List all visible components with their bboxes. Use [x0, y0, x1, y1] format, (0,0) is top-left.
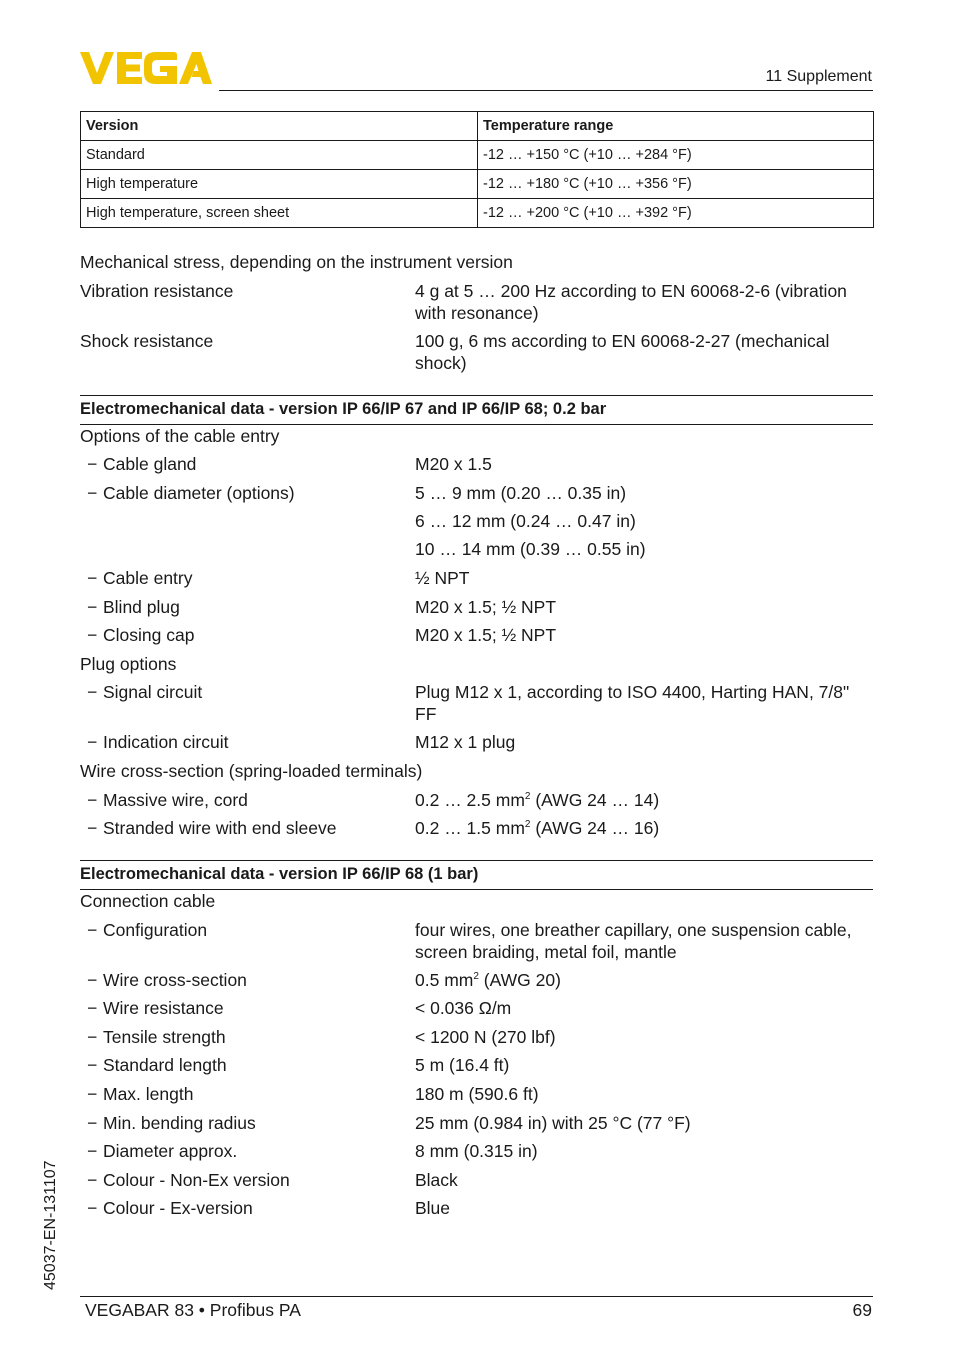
dash-bullet: − [87, 568, 98, 588]
spec-value: 4 g at 5 … 200 Hz according to EN 60068-2-6 (vibration with resonance) [415, 281, 847, 323]
spec-value: 25 mm (0.984 in) with 25 °C (77 °F) [415, 1113, 691, 1133]
spec-value: 10 … 14 mm (0.39 … 0.55 in) [415, 539, 646, 559]
spec-label: − Min. bending radius [87, 1113, 256, 1133]
table-row [81, 141, 874, 170]
spec-value: 0.2 … 2.5 $mm^2$ (AWG 24 … 14) [415, 790, 660, 810]
spec-label: Vibration resistance [80, 281, 234, 301]
dash-bullet: − [87, 790, 98, 810]
spec-value: 8 mm (0.315 in) [415, 1141, 538, 1161]
dash-bullet: − [87, 682, 98, 702]
group-heading: Options of the cable entry [80, 426, 280, 446]
spec-label: − Cable gland [87, 454, 197, 474]
table-cell: Standard [81, 141, 478, 170]
dash-bullet: − [87, 732, 98, 752]
table-cell: High temperature, screen sheet [81, 199, 478, 228]
spec-label: − Cable diameter (options) [87, 483, 295, 503]
temperature-table [80, 111, 874, 228]
section-title: Electromechanical data - version IP 66/IP 68 (1 bar) [80, 865, 479, 883]
spec-value: M20 x 1.5; ½ NPT [415, 597, 557, 617]
spec-label: − Signal circuit [87, 682, 203, 702]
dash-bullet: − [87, 1055, 98, 1075]
document-id: 45037-EN-131107 [42, 1160, 59, 1290]
spec-value: Plug M12 x 1, according to ISO 4400, Harting HAN, 7/8" FF [415, 682, 850, 724]
table-cell: -12 … +150 °C (+10 … +284 °F) [478, 141, 874, 170]
spec-label: − Indication circuit [87, 732, 229, 752]
spec-label: − Colour - Ex-version [87, 1198, 253, 1218]
spec-value: < 0.036 Ω/m [415, 998, 512, 1018]
table-row [81, 170, 874, 199]
spec-value: Blue [415, 1198, 451, 1218]
column-header: Version [81, 112, 478, 141]
spec-label: − Cable entry [87, 568, 193, 588]
mechanical-stress-heading: Mechanical stress, depending on the instrument version [80, 252, 513, 272]
product-name: VEGABAR 83 • Profibus PA [85, 1300, 301, 1320]
spec-label: − Max. length [87, 1084, 194, 1104]
section-label: 11 Supplement [765, 68, 872, 85]
dash-bullet: − [87, 1170, 98, 1190]
table-cell: High temperature [81, 170, 478, 199]
spec-label: − Configuration [87, 920, 208, 940]
spec-value: M12 x 1 plug [415, 732, 516, 752]
dash-bullet: − [87, 597, 98, 617]
spec-label: − Massive wire, cord [87, 790, 248, 810]
footer-rule [80, 1296, 873, 1297]
table-cell: -12 … +200 °C (+10 … +392 °F) [478, 199, 874, 228]
spec-value: M20 x 1.5 [415, 454, 492, 474]
dash-bullet: − [87, 1084, 98, 1104]
dash-bullet: − [87, 483, 98, 503]
vega-logo [80, 52, 212, 84]
column-header: Temperature range [478, 112, 874, 141]
section-title: Electromechanical data - version IP 66/IP 67 and IP 66/IP 68; 0.2 bar [80, 400, 607, 418]
spec-label: − Wire cross-section [87, 970, 247, 990]
page-number: 69 [852, 1300, 872, 1320]
table-header-row [81, 112, 874, 141]
section-heading [80, 860, 873, 890]
dash-bullet: − [87, 1141, 98, 1161]
spec-value: < 1200 N (270 lbf) [415, 1027, 556, 1047]
spec-value: 0.2 … 1.5 $mm^2$ (AWG 24 … 16) [415, 818, 660, 838]
spec-value: 100 g, 6 ms according to EN 60068-2-27 (mechanical shock) [415, 331, 830, 373]
header-rule [219, 90, 873, 91]
spec-label: − Diameter approx. [87, 1141, 238, 1161]
spec-value: Black [415, 1170, 458, 1190]
group-heading: Wire cross-section (spring-loaded terminals) [80, 761, 423, 781]
spec-label: − Wire resistance [87, 998, 224, 1018]
spec-value: M20 x 1.5; ½ NPT [415, 625, 557, 645]
spec-value: 0.5 $mm^2$ (AWG 20) [415, 970, 561, 990]
spec-label: − Stranded wire with end sleeve [87, 818, 337, 838]
section-heading [80, 395, 873, 425]
spec-value: 6 … 12 mm (0.24 … 0.47 in) [415, 511, 636, 531]
spec-label: − Colour - Non-Ex version [87, 1170, 290, 1190]
dash-bullet: − [87, 920, 98, 940]
spec-value: 180 m (590.6 ft) [415, 1084, 539, 1104]
group-heading: Plug options [80, 654, 177, 674]
group-heading: Connection cable [80, 891, 216, 911]
dash-bullet: − [87, 998, 98, 1018]
table-row [81, 199, 874, 228]
spec-value: four wires, one breather capillary, one suspension cable, screen braiding, metal foil, mantle [415, 920, 852, 962]
spec-label: − Closing cap [87, 625, 195, 645]
dash-bullet: − [87, 1198, 98, 1218]
table-cell: -12 … +180 °C (+10 … +356 °F) [478, 170, 874, 199]
dash-bullet: − [87, 1027, 98, 1047]
spec-value: 5 … 9 mm (0.20 … 0.35 in) [415, 483, 627, 503]
spec-value: 5 m (16.4 ft) [415, 1055, 510, 1075]
dash-bullet: − [87, 454, 98, 474]
spec-label: − Standard length [87, 1055, 227, 1075]
dash-bullet: − [87, 1113, 98, 1133]
spec-label: Shock resistance [80, 331, 214, 351]
dash-bullet: − [87, 970, 98, 990]
spec-value: ½ NPT [415, 568, 470, 588]
dash-bullet: − [87, 625, 98, 645]
dash-bullet: − [87, 818, 98, 838]
spec-label: − Blind plug [87, 597, 180, 617]
spec-label: − Tensile strength [87, 1027, 226, 1047]
